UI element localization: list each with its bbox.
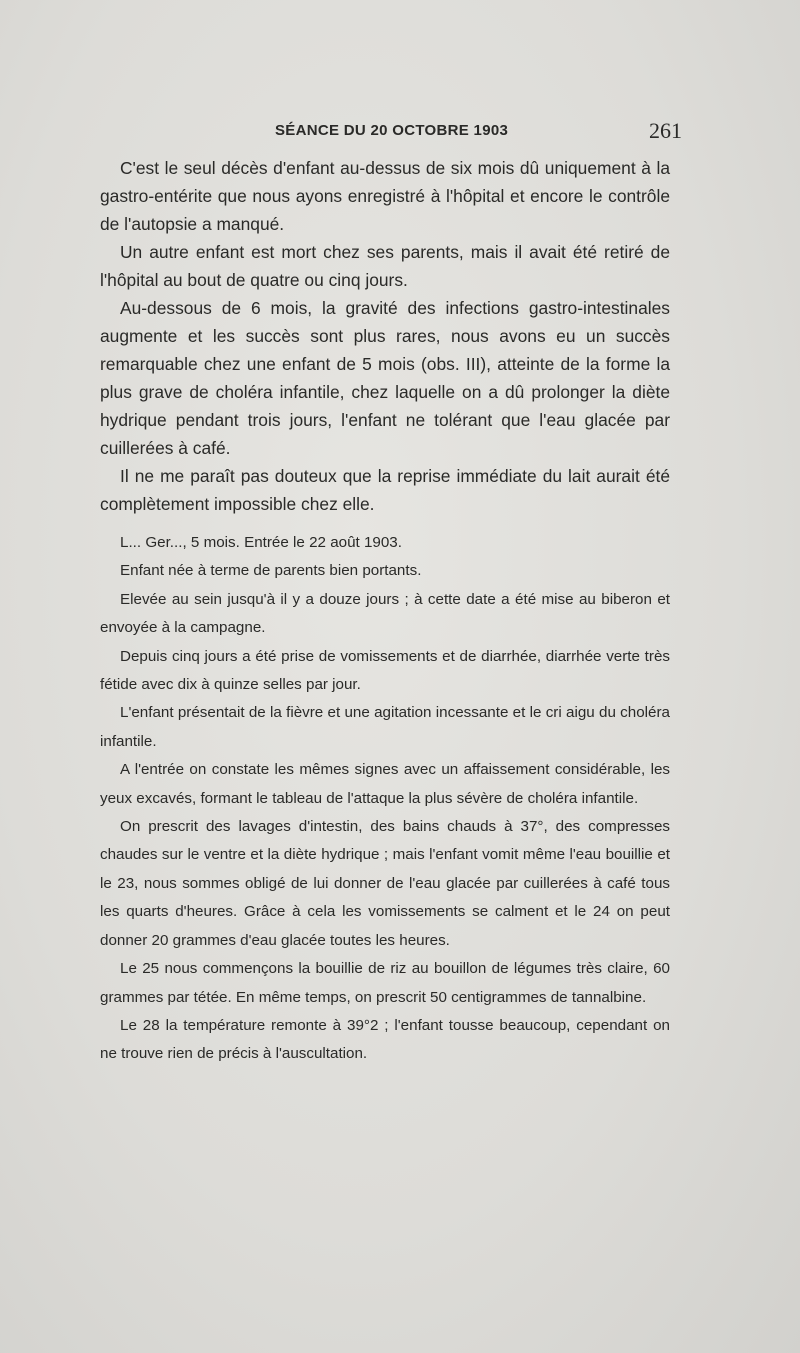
observation-paragraph: Le 25 nous commençons la bouillie de riz au bouillon de légumes très claire, 60 grammes par tétée. En même temps, on prescrit 50 centigrammes de tannalbine.	[100, 960, 670, 1006]
observation-paragraph: Enfant née à terme de parents bien portants.	[120, 562, 422, 580]
observation-paragraph: On prescrit des lavages d'intestin, des bains chauds à 37°, des compresses chaudes sur le ventre et la diète hydrique ; mais l'enfant vomit même l'eau bouillie et le 23, nous sommes obligé de lui donner de l'eau glacée par cuillerées à café tous les quarts d'heures. Grâce à cela les vomissements se calment et le 24 on peut donner 20 grammes d'eau glacée toutes les heures.	[100, 818, 670, 949]
page-number: 261	[649, 118, 682, 143]
observation-paragraph: Depuis cinq jours a été prise de vomissements et de diarrhée, diarrhée verte très fétide avec dix à quinze selles par jour.	[100, 647, 670, 694]
paragraph: Un autre enfant est mort chez ses parents, mais il avait été retiré de l'hôpital au bout de quatre ou cinq jours.	[100, 242, 670, 290]
running-title: SÉANCE DU 20 OCTOBRE 1903	[275, 122, 509, 139]
discussion-section	[100, 154, 670, 518]
paragraph: Il ne me paraît pas douteux que la reprise immédiate du lait aurait été complètement impossible chez elle.	[100, 466, 670, 514]
page-header	[100, 118, 682, 146]
observation-paragraph: Elevée au sein jusqu'à il y a douze jours ; à cette date a été mise au biberon et envoyée à la campagne.	[100, 590, 670, 637]
observation-paragraph: A l'entrée on constate les mêmes signes avec un affaissement considérable, les yeux excavés, formant le tableau de l'attaque la plus sévère de choléra infantile.	[100, 761, 670, 807]
observation-paragraph: L'enfant présentait de la fièvre et une agitation incessante et le cri aigu du choléra infantile.	[100, 704, 670, 750]
observation-section	[100, 529, 670, 1069]
observation-paragraph: L... Ger..., 5 mois. Entrée le 22 août 1903.	[120, 534, 402, 551]
body-text	[100, 154, 670, 1069]
observation-paragraph: Le 28 la température remonte à 39°2 ; l'enfant tousse beaucoup, cependant on ne trouve rien de précis à l'auscultation.	[100, 1016, 670, 1063]
paragraph: Au-dessous de 6 mois, la gravité des infections gastro-intestinales augmente et les succès sont plus rares, nous avons eu un succès remarquable chez une enfant de 5 mois (obs. III), atteinte de la forme la plus grave de choléra infantile, chez laquelle on a dû prolonger la diète hydrique pendant trois jours, l'enfant ne tolérant que l'eau glacée par cuillerées à café.	[100, 298, 670, 458]
paragraph: C'est le seul décès d'enfant au-dessus de six mois dû uniquement à la gastro-entérite que nous ayons enregistré à l'hôpital et encore le contrôle de l'autopsie a manqué.	[100, 158, 670, 234]
